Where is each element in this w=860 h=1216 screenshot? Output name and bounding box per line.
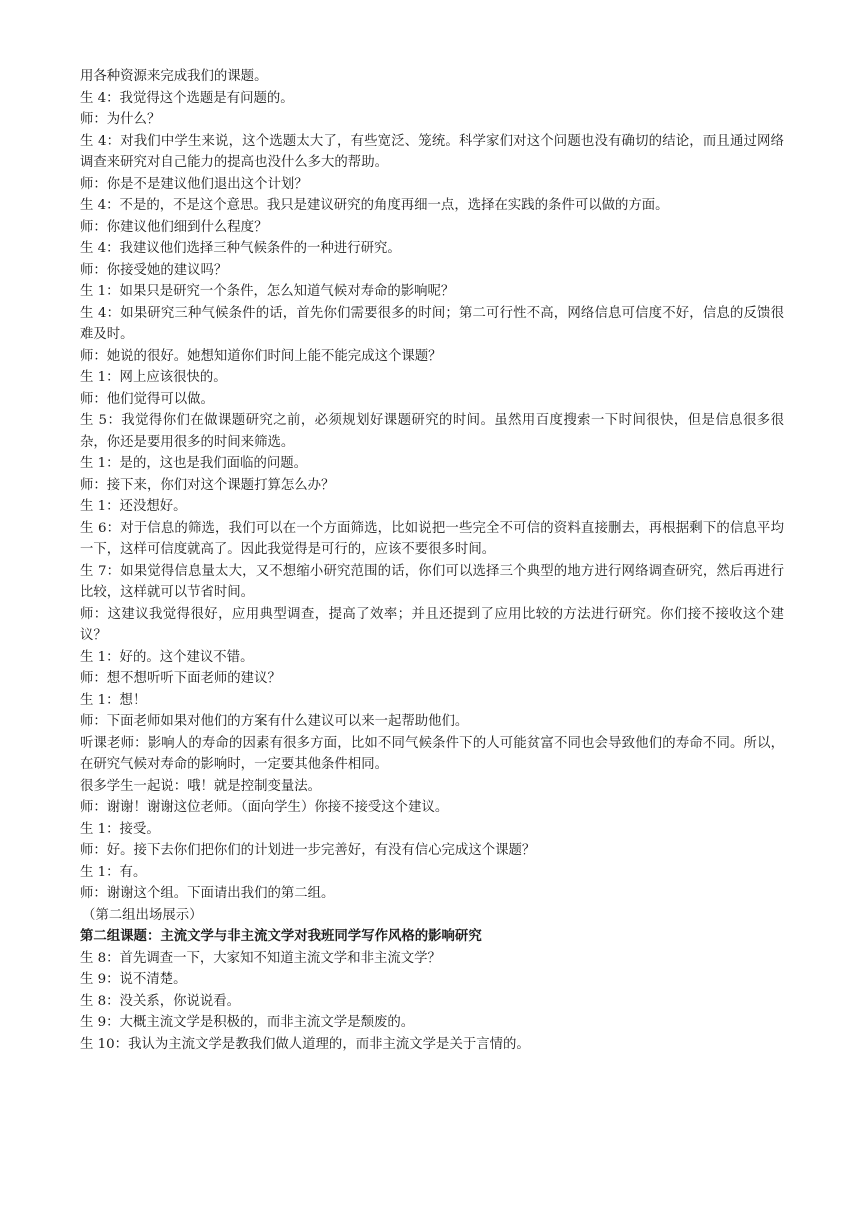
text-line: 生 5：我觉得你们在做课题研究之前，必须规划好课题研究的时间。虽然用百度搜索一下时间很快，但是信息很多很杂，你还是要用很多的时间来筛选。 — [80, 413, 784, 450]
text-line: 生 1：还没想好。 — [80, 499, 187, 514]
text-line: 生 10：我认为主流文学是教我们做人道理的，而非主流文学是关于言情的。 — [80, 1036, 530, 1052]
text-line: 师：你建议他们细到什么程度？ — [80, 219, 268, 235]
text-line: 师：为什么？ — [80, 112, 161, 127]
text-line: 生 9：大概主流文学是积极的，而非主流文学是颓废的。 — [80, 1015, 415, 1030]
text-line: 师：他们觉得可以做。 — [80, 391, 214, 407]
text-line: 生 1：有。 — [80, 864, 147, 880]
text-line: 生 7：如果觉得信息量太大，又不想缩小研究范围的话，你们可以选择三个典型的地方进行网络调查研究，然后再进行比较，这样就可以节省时间。 — [80, 563, 784, 600]
text-line: 生 1：好的。这个建议不错。 — [80, 649, 254, 665]
text-line: 生 6：对于信息的筛选，我们可以在一个方面筛选，比如说把一些完全不可信的资料直接删去，再根据剩下的信息平均一下，这样可信度就高了。因此我觉得是可行的，应该不要很多时间。 — [80, 520, 784, 557]
section-heading: 第二组课题：主流文学与非主流文学对我班同学写作风格的影响研究 — [80, 928, 482, 944]
text-line: 生 4：不是的，不是这个意思。我只是建议研究的角度再细一点，选择在实践的条件可以做的方面。 — [80, 198, 669, 213]
text-line: 师：你是不是建议他们退出这个计划？ — [80, 176, 308, 192]
text-line: 生 4：对我们中学生来说，这个选题太大了，有些宽泛、笼统。科学家们对这个问题也没有确切的结论，而且通过网络调查来研究对自己能力的提高也没什么多大的帮助。 — [80, 133, 784, 170]
text-line: 师：谢谢！谢谢这位老师。（面向学生）你接不接受这个建议。 — [80, 800, 449, 815]
text-line: 生 8：没关系，你说说看。 — [80, 993, 241, 1009]
text-line: 生 9：说不清楚。 — [80, 972, 187, 987]
text-line: 生 4：如果研究三种气候条件的话，首先你们需要很多的时间；第二可行性不高，网络信息可信度不好，信息的反馈很难及时。 — [80, 305, 784, 342]
text-line: 生 1：想！ — [80, 692, 147, 708]
text-line: 师：你接受她的建议吗？ — [80, 262, 228, 278]
text-line: 听课老师：影响人的寿命的因素有很多方面，比如不同气候条件下的人可能贫富不同也会导致他们的寿命不同。所以，在研究气候对寿命的影响时，一定要其他条件相同。 — [80, 735, 784, 772]
text-line: 生 1：网上应该很快的。 — [80, 370, 227, 385]
text-line: 生 1：接受。 — [80, 821, 160, 837]
text-line: 生 1：是的，这也是我们面临的问题。 — [80, 456, 308, 471]
stage-direction: （第二组出场展示） — [82, 907, 203, 923]
text-line: 师：这建议我觉得很好，应用典型调查，提高了效率；并且还提到了应用比较的方法进行研究。你们接不接收这个建议？ — [80, 606, 784, 643]
text-line: 师：接下来，你们对这个课题打算怎么办？ — [80, 477, 335, 493]
text-line: 师：下面老师如果对他们的方案有什么建议可以来一起帮助他们。 — [80, 714, 469, 729]
text-line: 生 4：我觉得这个选题是有问题的。 — [80, 90, 294, 106]
document-page — [80, 66, 784, 1055]
text-line: 师：想不想听听下面老师的建议？ — [80, 671, 281, 686]
text-line: 师：她说的很好。她想知道你们时间上能不能完成这个课题？ — [80, 348, 442, 364]
text-line: 很多学生一起说：哦！就是控制变量法。 — [80, 778, 322, 794]
text-line: 师：好。接下去你们把你们的计划进一步完善好，有没有信心完成这个课题？ — [80, 843, 536, 858]
text-line: 生 8：首先调查一下，大家知不知道主流文学和非主流文学？ — [80, 950, 441, 966]
text-line: 生 4：我建议他们选择三种气候条件的一种进行研究。 — [80, 241, 401, 256]
text-line: 生 1：如果只是研究一个条件，怎么知道气候对寿命的影响呢？ — [80, 284, 455, 299]
text-line: 师：谢谢这个组。下面请出我们的第二组。 — [80, 886, 335, 901]
text-line: 用各种资源来完成我们的课题。 — [80, 69, 268, 84]
